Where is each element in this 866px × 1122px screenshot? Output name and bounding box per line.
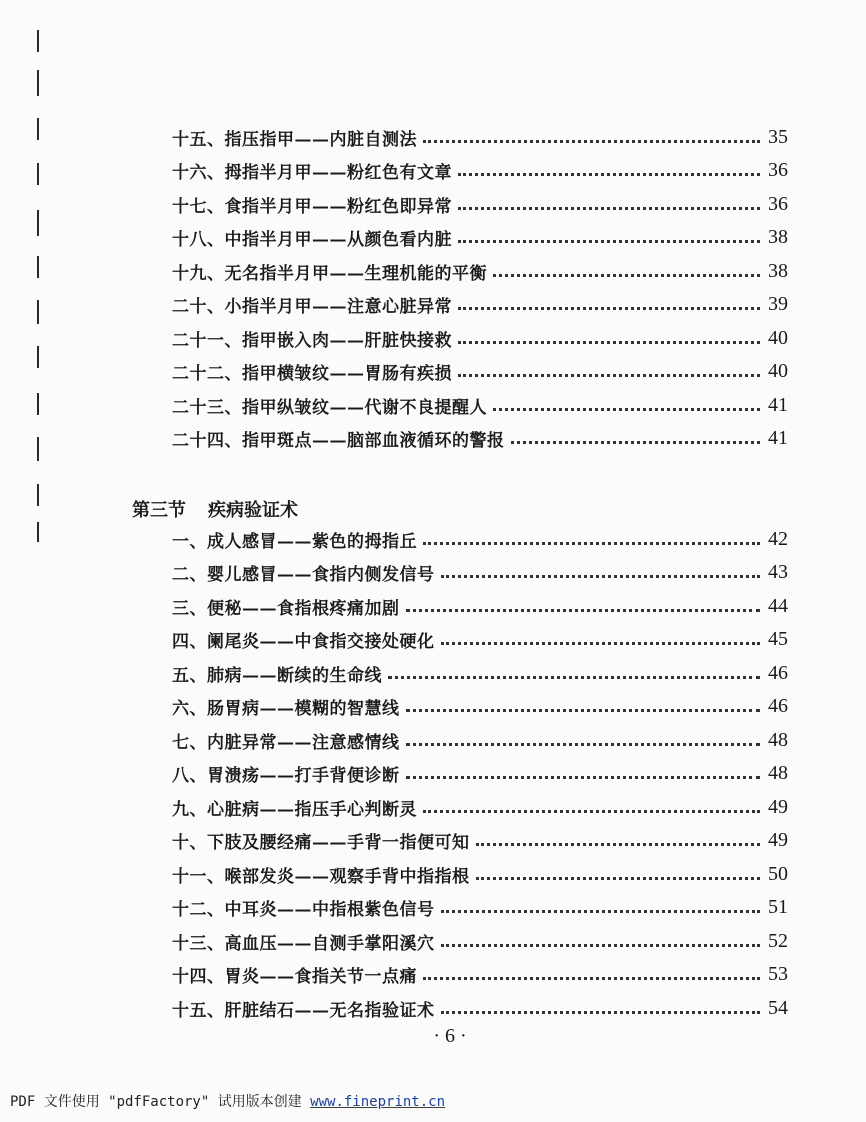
binding-mark (37, 300, 39, 324)
toc-entry-title: 十、下肢及腰经痛——手背一指便可知 (172, 832, 470, 853)
dot-leader (423, 140, 760, 143)
dot-leader (441, 1011, 761, 1014)
toc-entry[interactable] (172, 425, 788, 451)
toc-entry[interactable] (172, 995, 788, 1021)
binding-mark (37, 30, 39, 52)
dot-leader (441, 642, 761, 645)
toc-entry-page: 54 (768, 996, 788, 1019)
toc-entry[interactable] (172, 291, 788, 317)
toc-entry-title: 二十四、指甲斑点——脑部血液循环的警报 (172, 430, 505, 451)
footer-text: PDF 文件使用 "pdfFactory" 试用版本创建 (10, 1094, 311, 1110)
dot-leader (406, 609, 761, 612)
toc-entry-title: 十五、指压指甲——内脏自测法 (172, 129, 417, 150)
toc-entry-title: 四、阑尾炎——中食指交接处硬化 (172, 631, 435, 652)
dot-leader (458, 374, 760, 377)
section-title: 疾病验证术 (208, 500, 298, 521)
toc-entry-title: 十六、拇指半月甲——粉红色有文章 (172, 162, 452, 183)
toc-entry-page: 41 (768, 426, 788, 449)
toc-entry[interactable] (172, 526, 788, 552)
toc-entry[interactable] (172, 794, 788, 820)
toc-entry[interactable] (172, 660, 788, 686)
toc-entry-title: 十七、食指半月甲——粉红色即异常 (172, 196, 452, 217)
toc-entry-title: 一、成人感冒——紫色的拇指丘 (172, 531, 417, 552)
dot-leader (441, 910, 761, 913)
toc-entry-page: 48 (768, 761, 788, 784)
binding-mark (37, 118, 39, 140)
binding-mark (37, 522, 39, 542)
toc-entry-page: 35 (768, 125, 788, 148)
toc-entry-title: 五、肺病——断续的生命线 (172, 665, 382, 686)
dot-leader (423, 810, 760, 813)
toc-entry[interactable] (172, 861, 788, 887)
toc-entry-page: 49 (768, 828, 788, 851)
toc-entry[interactable] (172, 559, 788, 585)
toc-entry-page: 50 (768, 862, 788, 885)
binding-mark (37, 163, 39, 185)
dot-leader (388, 676, 760, 679)
toc-entry-page: 41 (768, 393, 788, 416)
binding-mark (37, 393, 39, 415)
binding-mark (37, 437, 39, 461)
toc-entry-page: 46 (768, 661, 788, 684)
binding-mark (37, 70, 39, 96)
toc-entry-title: 十三、高血压——自测手掌阳溪穴 (172, 933, 435, 954)
dot-leader (458, 307, 760, 310)
toc-entry-title: 二十三、指甲纵皱纹——代谢不良提醒人 (172, 397, 487, 418)
dot-leader (441, 944, 761, 947)
dot-leader (423, 542, 760, 545)
toc-entry-title: 八、胃溃疡——打手背便诊断 (172, 765, 400, 786)
toc-entry[interactable] (172, 827, 788, 853)
dot-leader (511, 441, 761, 444)
toc-entry[interactable] (172, 961, 788, 987)
toc-entry-page: 40 (768, 326, 788, 349)
toc-entry-page: 52 (768, 929, 788, 952)
toc-entry-page: 40 (768, 359, 788, 382)
dot-leader (493, 274, 760, 277)
toc-entry-title: 二十二、指甲横皱纹——胃肠有疾损 (172, 363, 452, 384)
toc-entry-title: 十九、无名指半月甲——生理机能的平衡 (172, 263, 487, 284)
toc-entry-title: 十二、中耳炎——中指根紫色信号 (172, 899, 435, 920)
toc-entry-page: 38 (768, 259, 788, 282)
toc-entry[interactable] (172, 894, 788, 920)
toc-entry-page: 48 (768, 728, 788, 751)
toc-entry-title: 十五、肝脏结石——无名指验证术 (172, 1000, 435, 1021)
toc-entry[interactable] (172, 325, 788, 351)
toc-entry[interactable] (172, 157, 788, 183)
dot-leader (441, 575, 761, 578)
dot-leader (406, 709, 761, 712)
toc-entry[interactable] (172, 191, 788, 217)
toc-entry-title: 二十、小指半月甲——注意心脏异常 (172, 296, 452, 317)
toc-entry-title: 三、便秘——食指根疼痛加剧 (172, 598, 400, 619)
binding-mark (37, 484, 39, 506)
toc-entry[interactable] (172, 693, 788, 719)
toc-entry-page: 36 (768, 158, 788, 181)
section-heading (132, 496, 298, 522)
pdf-footer (10, 1091, 445, 1111)
toc-entry[interactable] (172, 928, 788, 954)
dot-leader (476, 843, 761, 846)
toc-entry-page: 53 (768, 962, 788, 985)
toc-entry[interactable] (172, 358, 788, 384)
toc-entry-page: 51 (768, 895, 788, 918)
toc-entry-title: 二十一、指甲嵌入肉——肝脏快接救 (172, 330, 452, 351)
toc-entry-page: 45 (768, 627, 788, 650)
toc-entry-page: 46 (768, 694, 788, 717)
toc-entry-title: 六、肠胃病——模糊的智慧线 (172, 698, 400, 719)
toc-entry[interactable] (172, 760, 788, 786)
toc-entry[interactable] (172, 124, 788, 150)
toc-entry-title: 二、婴儿感冒——食指内侧发信号 (172, 564, 435, 585)
section-number: 第三节 (132, 500, 186, 521)
toc-entry-title: 十四、胃炎——食指关节一点痛 (172, 966, 417, 987)
dot-leader (423, 977, 760, 980)
dot-leader (406, 776, 761, 779)
dot-leader (458, 173, 760, 176)
dot-leader (458, 341, 760, 344)
page-number: · 6 · (433, 1025, 467, 1047)
toc-entry[interactable] (172, 727, 788, 753)
dot-leader (476, 877, 761, 880)
toc-entry-title: 七、内脏异常——注意感情线 (172, 732, 400, 753)
dot-leader (493, 408, 760, 411)
toc-entry[interactable] (172, 224, 788, 250)
toc-entry-page: 38 (768, 225, 788, 248)
toc-entry-title: 十一、喉部发炎——观察手背中指指根 (172, 866, 470, 887)
toc-entry[interactable] (172, 593, 788, 619)
toc-entry-page: 42 (768, 527, 788, 550)
toc-entry[interactable] (172, 626, 788, 652)
toc-entry-title: 九、心脏病——指压手心判断灵 (172, 799, 417, 820)
toc-entry-title: 十八、中指半月甲——从颜色看内脏 (172, 229, 452, 250)
toc-entry[interactable] (172, 258, 788, 284)
toc-entry-page: 44 (768, 594, 788, 617)
dot-leader (458, 240, 760, 243)
toc-entry[interactable] (172, 392, 788, 418)
footer-link[interactable]: www.fineprint.cn (310, 1094, 446, 1110)
binding-mark (37, 346, 39, 368)
dot-leader (406, 743, 761, 746)
toc-entry-page: 49 (768, 795, 788, 818)
toc-entry-page: 39 (768, 292, 788, 315)
dot-leader (458, 207, 760, 210)
binding-mark (37, 256, 39, 278)
toc-entry-page: 43 (768, 560, 788, 583)
toc-entry-page: 36 (768, 192, 788, 215)
binding-mark (37, 210, 39, 236)
